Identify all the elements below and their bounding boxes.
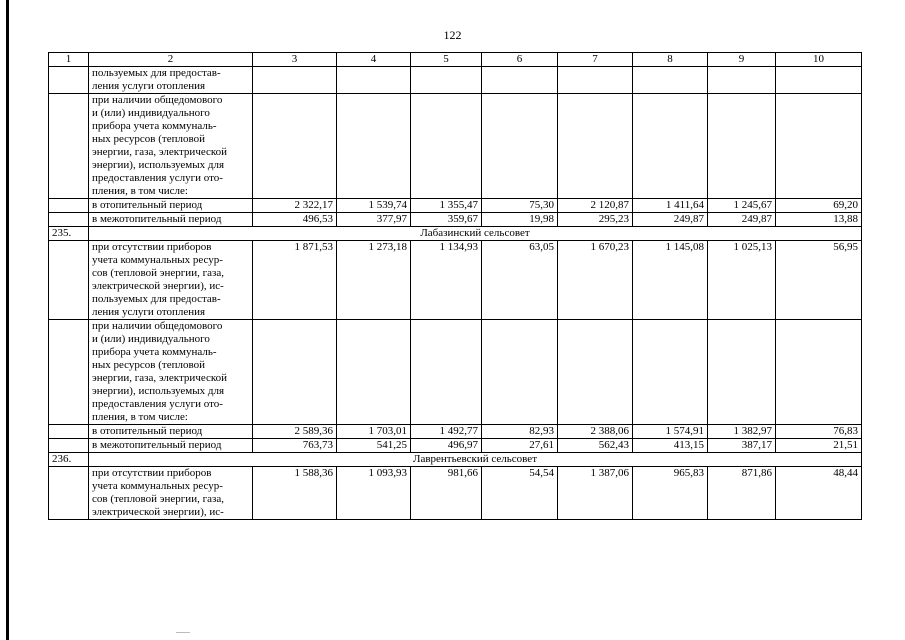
row-number-cell [49,213,89,227]
value-cell: 295,23 [558,213,633,227]
table-row [49,67,862,94]
value-cell: 1 539,74 [337,199,411,213]
value-cell: 76,83 [776,425,862,439]
table-row [49,213,862,227]
value-cell: 2 322,17 [253,199,337,213]
row-description [89,94,253,199]
section-title: Лабазинский сельсовет [89,227,862,241]
value-cell [776,320,862,425]
value-cell [411,67,482,94]
value-cell: 1 588,36 [253,467,337,520]
value-cell [776,67,862,94]
description-line: при наличии общедомового [92,320,223,332]
description-line: предоставления услуги ото- [92,172,223,184]
column-header: 7 [558,53,633,67]
row-description [89,67,253,94]
value-cell: 1 492,77 [411,425,482,439]
description-line: в межотопительный период [92,213,222,225]
value-cell: 249,87 [708,213,776,227]
table-body [49,53,862,520]
value-cell: 249,87 [633,213,708,227]
row-number-cell [49,467,89,520]
value-cell [411,94,482,199]
description-line: энергии), используемых для [92,385,225,397]
value-cell: 1 273,18 [337,241,411,320]
column-header: 4 [337,53,411,67]
value-cell [253,67,337,94]
description-line: энергии, газа, электрической [92,146,228,158]
value-cell [337,67,411,94]
value-cell: 387,17 [708,439,776,453]
value-cell [633,94,708,199]
description-line: пления, в том числе: [92,411,188,423]
description-line: в отопительный период [92,199,203,211]
column-header: 3 [253,53,337,67]
description-line: пления, в том числе: [92,185,188,197]
value-cell: 19,98 [482,213,558,227]
value-cell: 1 574,91 [633,425,708,439]
table-row [49,241,862,320]
value-cell: 82,93 [482,425,558,439]
value-cell [482,67,558,94]
row-number-cell [49,425,89,439]
description-line: и (или) индивидуального [92,107,210,119]
value-cell: 2 120,87 [558,199,633,213]
value-cell [558,94,633,199]
value-cell [558,67,633,94]
value-cell [633,320,708,425]
value-cell [337,320,411,425]
description-line: при отсутствии приборов [92,467,212,479]
value-cell: 1 093,93 [337,467,411,520]
table-row [49,199,862,213]
row-number-cell [49,241,89,320]
value-cell [708,320,776,425]
page-number: 122 [443,28,462,42]
table-header-row [49,53,862,67]
value-cell: 1 134,93 [411,241,482,320]
description-line: при наличии общедомового [92,94,223,106]
section-number: 235. [49,227,89,241]
section-title: Лаврентьевский сельсовет [89,453,862,467]
description-line: пользуемых для предостав- [92,67,221,79]
value-cell [337,94,411,199]
value-cell [253,320,337,425]
page-margin-line [6,0,9,640]
value-cell: 871,86 [708,467,776,520]
value-cell [708,67,776,94]
description-line: пользуемых для предостав- [92,293,221,305]
section-row [49,227,862,241]
table-row [49,439,862,453]
value-cell: 965,83 [633,467,708,520]
description-line: энергии, газа, электрической [92,372,228,384]
value-cell [708,94,776,199]
row-description [89,467,253,520]
value-cell: 1 145,08 [633,241,708,320]
description-line: учета коммунальных ресур- [92,254,223,266]
value-cell: 63,05 [482,241,558,320]
column-header: 6 [482,53,558,67]
table-row [49,320,862,425]
value-cell: 1 703,01 [337,425,411,439]
value-cell: 56,95 [776,241,862,320]
value-cell: 48,44 [776,467,862,520]
row-number-cell [49,320,89,425]
value-cell [482,94,558,199]
column-header: 8 [633,53,708,67]
description-line: ления услуги отопления [92,80,206,92]
row-description [89,425,253,439]
description-line: ления услуги отопления [92,306,206,318]
value-cell [411,320,482,425]
value-cell: 1 355,47 [411,199,482,213]
value-cell: 2 388,06 [558,425,633,439]
value-cell [633,67,708,94]
description-line: ных ресурсов (тепловой [92,359,205,371]
value-cell: 1 025,13 [708,241,776,320]
value-cell: 1 387,06 [558,467,633,520]
column-header: 2 [89,53,253,67]
value-cell: 1 245,67 [708,199,776,213]
value-cell: 496,97 [411,439,482,453]
row-number-cell [49,199,89,213]
scan-artifact [176,632,190,633]
value-cell: 13,88 [776,213,862,227]
description-line: при отсутствии приборов [92,241,212,253]
row-number-cell [49,67,89,94]
row-description [89,213,253,227]
column-header: 1 [49,53,89,67]
value-cell: 1 871,53 [253,241,337,320]
section-row [49,453,862,467]
value-cell: 496,53 [253,213,337,227]
value-cell [558,320,633,425]
description-line: сов (тепловой энергии, газа, [92,493,224,505]
description-line: предоставления услуги ото- [92,398,223,410]
description-line: электрической энергии), ис- [92,506,224,518]
description-line: и (или) индивидуального [92,333,210,345]
value-cell: 981,66 [411,467,482,520]
value-cell: 21,51 [776,439,862,453]
value-cell: 1 382,97 [708,425,776,439]
column-header: 9 [708,53,776,67]
value-cell: 75,30 [482,199,558,213]
description-line: прибора учета коммуналь- [92,120,217,132]
value-cell: 69,20 [776,199,862,213]
row-description [89,241,253,320]
value-cell: 1 411,64 [633,199,708,213]
table-row [49,425,862,439]
description-line: в отопительный период [92,425,203,437]
value-cell: 541,25 [337,439,411,453]
section-number: 236. [49,453,89,467]
column-header: 10 [776,53,862,67]
description-line: энергии), используемых для [92,159,225,171]
value-cell: 763,73 [253,439,337,453]
value-cell: 562,43 [558,439,633,453]
description-line: сов (тепловой энергии, газа, [92,267,224,279]
value-cell: 2 589,36 [253,425,337,439]
value-cell [482,320,558,425]
column-header: 5 [411,53,482,67]
value-cell [776,94,862,199]
value-cell: 377,97 [337,213,411,227]
value-cell: 413,15 [633,439,708,453]
description-line: в межотопительный период [92,439,222,451]
row-description [89,439,253,453]
value-cell: 27,61 [482,439,558,453]
row-number-cell [49,94,89,199]
table-row [49,94,862,199]
description-line: электрической энергии), ис- [92,280,224,292]
value-cell: 359,67 [411,213,482,227]
description-line: прибора учета коммуналь- [92,346,217,358]
row-description [89,320,253,425]
row-number-cell [49,439,89,453]
value-cell: 54,54 [482,467,558,520]
description-line: учета коммунальных ресур- [92,480,223,492]
table-row [49,467,862,520]
tariff-table [48,52,862,520]
value-cell: 1 670,23 [558,241,633,320]
value-cell [253,94,337,199]
description-line: ных ресурсов (тепловой [92,133,205,145]
row-description [89,199,253,213]
